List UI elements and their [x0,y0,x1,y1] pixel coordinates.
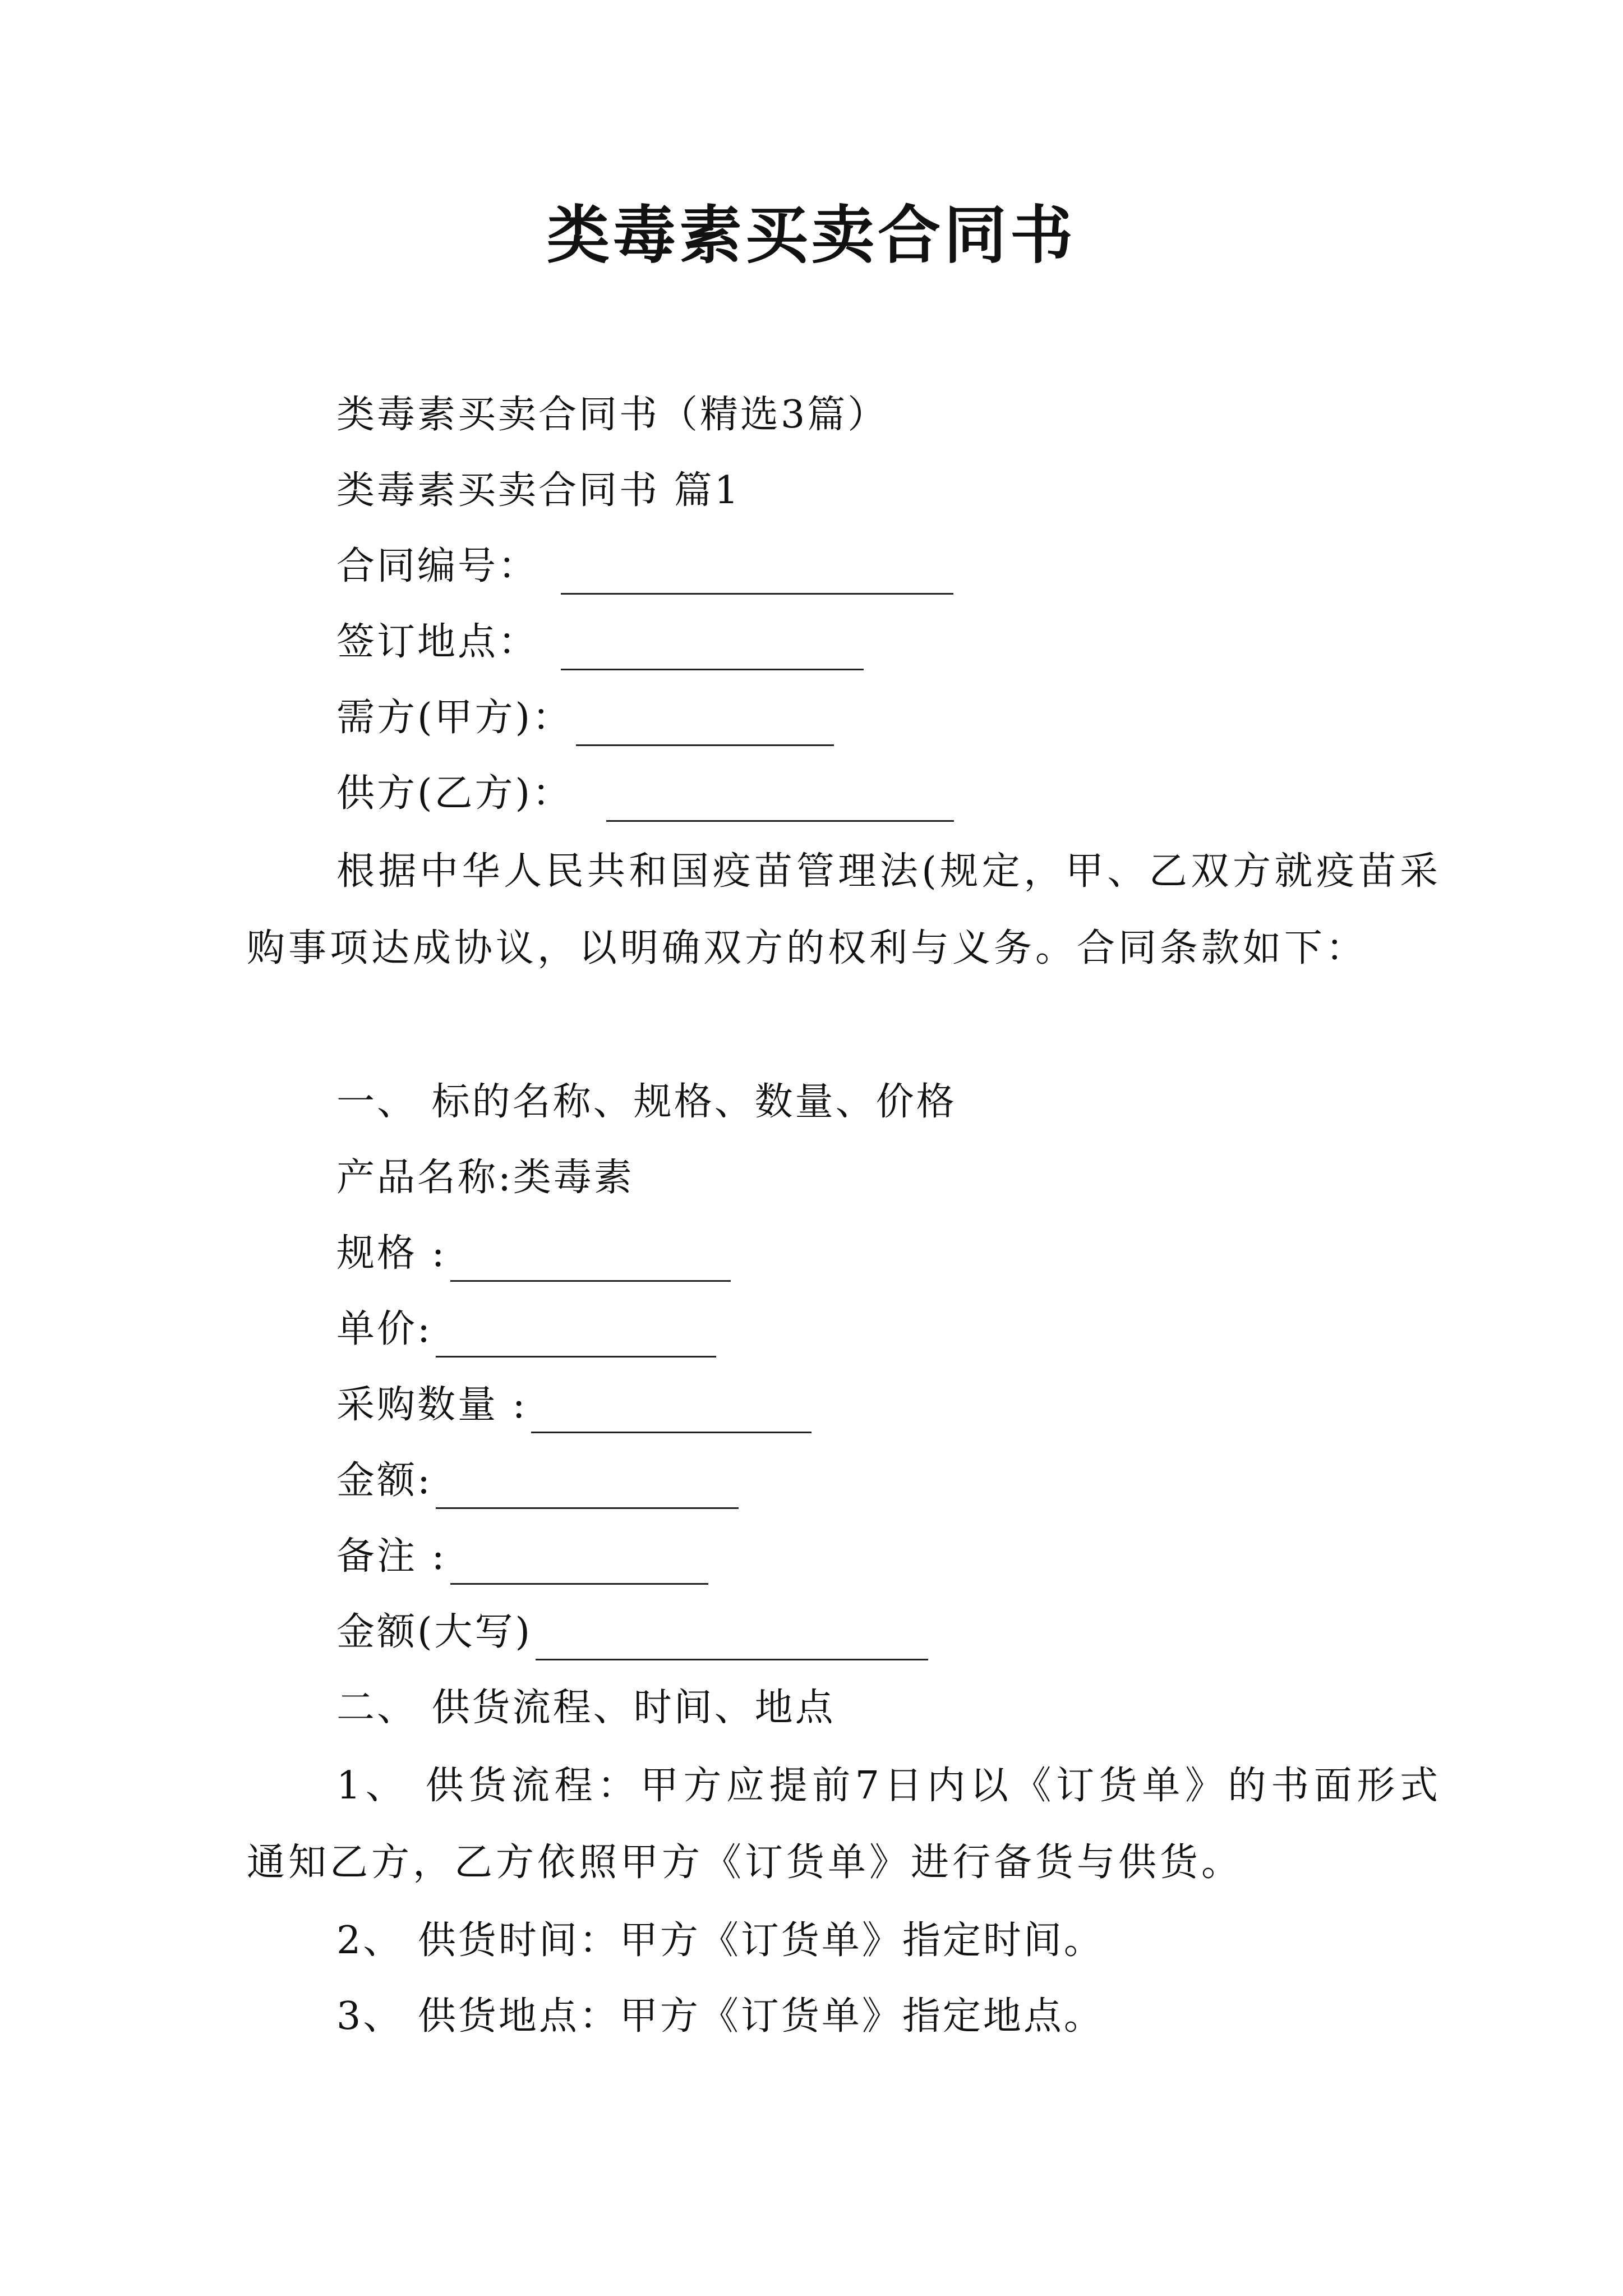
amount-caps-blank[interactable] [536,1615,928,1660]
part2-heading: 二、 供货流程、时间、地点 [336,1686,836,1730]
sign-place-row [336,614,864,670]
quantity-label: 采购数量 : [336,1383,528,1427]
spec-blank[interactable] [450,1236,731,1282]
amount-caps-label: 金额(大写) [336,1610,533,1654]
unit-price-row [336,1301,716,1358]
spec-row [336,1226,731,1282]
amount-row [336,1453,739,1509]
contract-no-row [336,539,953,595]
seller-row [336,766,954,822]
unit-price-label: 单价: [336,1307,432,1351]
quantity-blank[interactable] [531,1388,811,1433]
quantity-row [336,1377,811,1433]
part1-heading: 一、 标的名称、规格、数量、价格 [336,1080,957,1124]
intro-paragraph: 根据中华人民共和国疫苗管理法(规定，甲、乙双方就疫苗采购事项达成协议，以明确双方的权利与义务。合同条款如下： [247,849,1442,970]
seller-label: 供方(乙方)： [336,771,573,816]
remark-label: 备注 : [336,1534,447,1579]
amount-blank[interactable] [436,1464,739,1509]
spec-label: 规格 : [336,1231,447,1276]
remark-blank[interactable] [450,1539,708,1585]
document-title: 类毒素买卖合同书 [547,199,1076,272]
contract-no-blank[interactable] [561,549,953,595]
buyer-label: 需方(甲方)： [336,696,573,740]
sign-place-blank[interactable] [561,625,864,670]
section-heading: 类毒素买卖合同书 篇1 [336,468,741,513]
seller-blank[interactable] [606,776,954,822]
sign-place-label: 签订地点： [336,620,539,664]
buyer-row [336,690,834,746]
unit-price-blank[interactable] [436,1312,716,1358]
contract-no-label: 合同编号： [336,544,539,588]
subtitle: 类毒素买卖合同书（精选3篇） [336,393,888,437]
item-1-paragraph: 1、 供货流程：甲方应提前7日内以《订货单》的书面形式通知乙方，乙方依照甲方《订货单》进行备货与供货。 [247,1764,1441,1885]
remark-row [336,1529,708,1585]
amount-caps-row [336,1604,928,1660]
item-2: 2、 供货时间：甲方《订货单》指定时间。 [336,1918,1104,1963]
product-name: 产品名称:类毒素 [336,1156,634,1200]
buyer-blank[interactable] [576,701,834,746]
item-3: 3、 供货地点：甲方《订货单》指定地点。 [336,1994,1104,2039]
amount-label: 金额: [336,1458,432,1503]
